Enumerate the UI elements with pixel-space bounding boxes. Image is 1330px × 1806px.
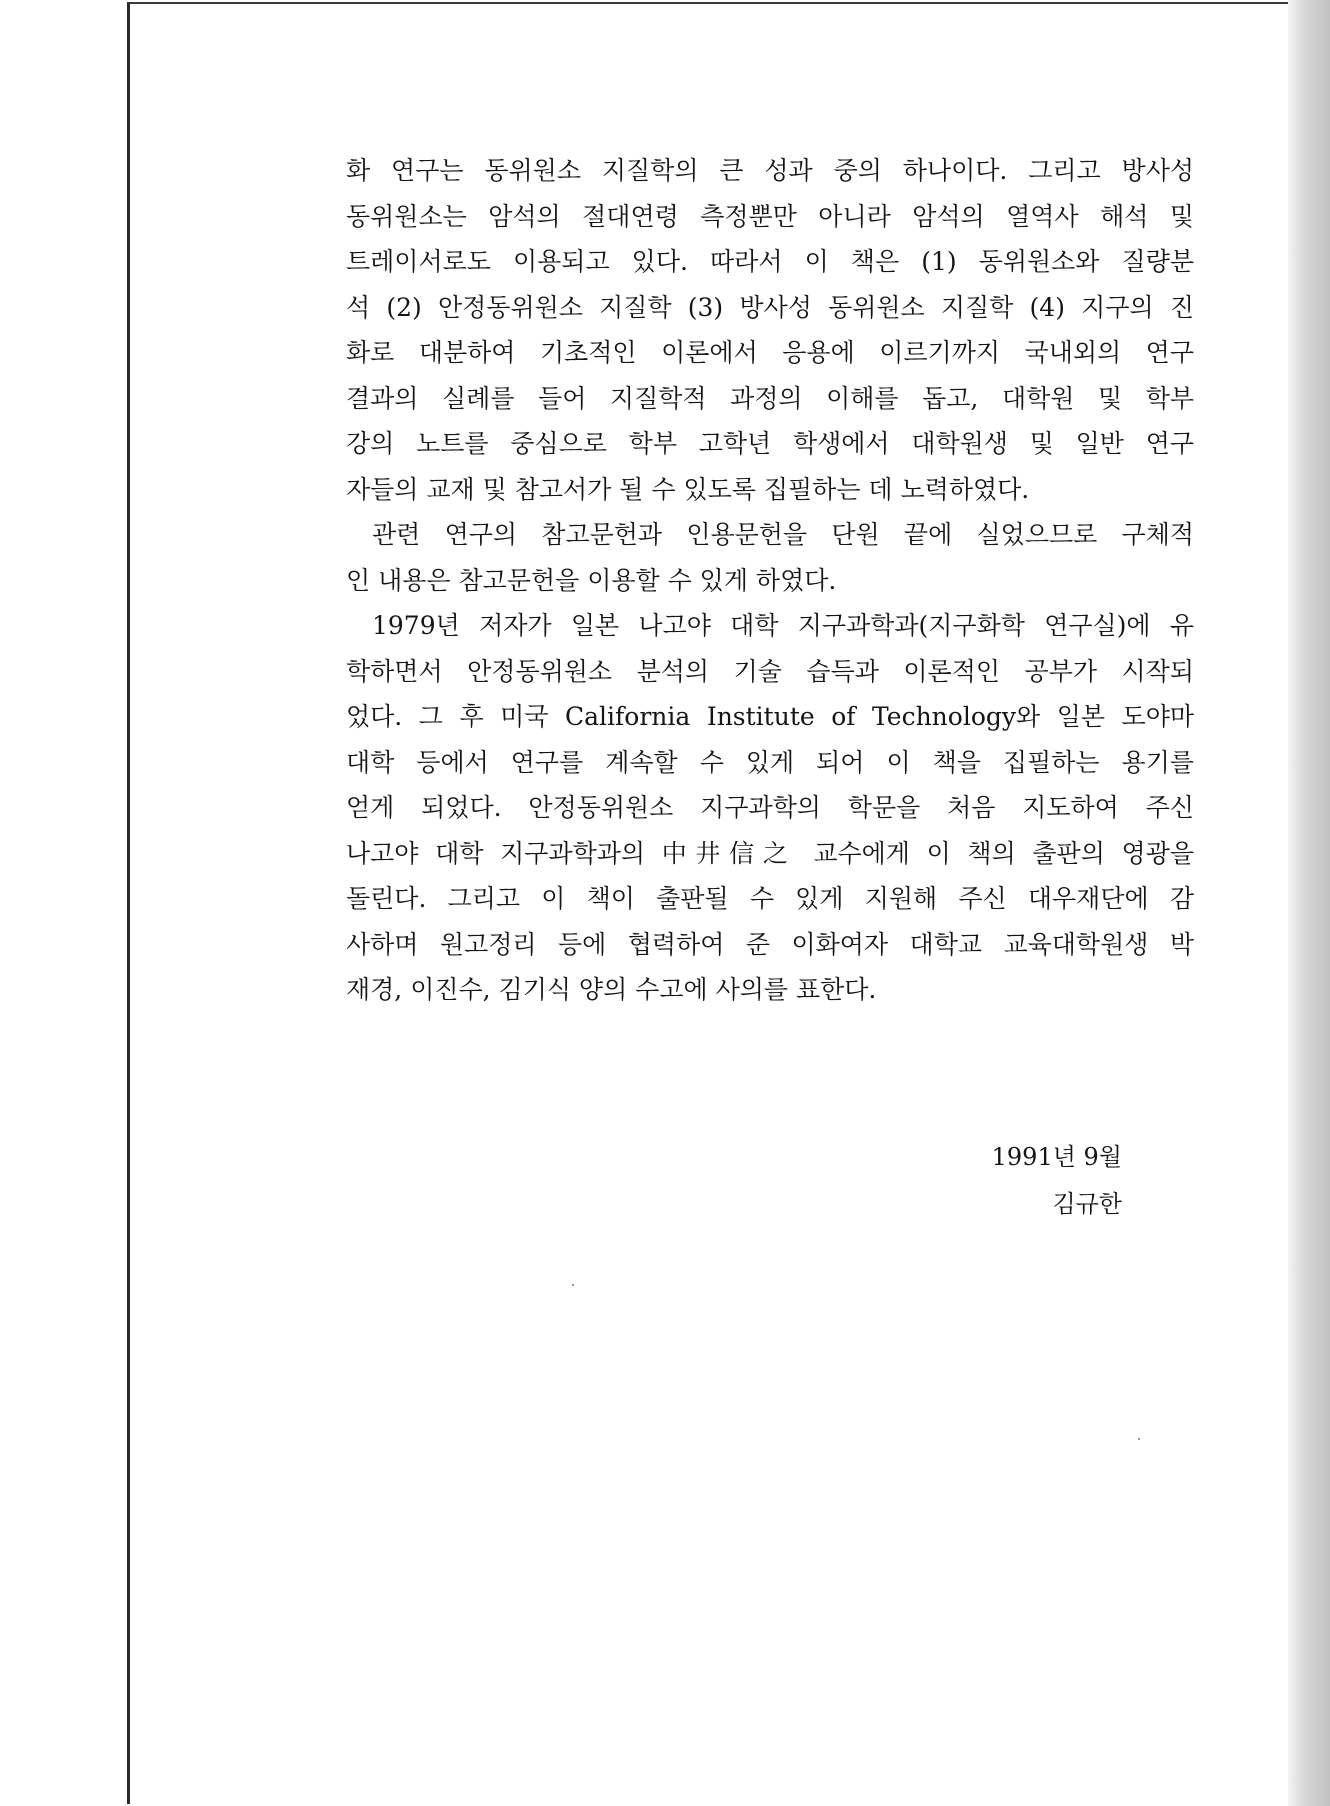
text-line: 자들의 교재 및 참고서가 될 수 있도록 집필하는 데 노력하였다. — [346, 474, 1030, 504]
text-line: 관련 연구의 참고문헌과 인용문헌을 단원 끝에 실었으므로 구체적 — [372, 520, 1194, 549]
scan-speck — [1138, 1438, 1140, 1440]
text-line: 결과의 실례를 들어 지질학적 과정의 이해를 돕고, 대학원 및 학부 — [346, 383, 1194, 413]
text-line: 화로 대분하여 기초적인 이론에서 응용에 이르기까지 국내외의 연구 — [346, 338, 1194, 367]
text-line: 재경, 이진수, 김기식 양의 수고에 사의를 표한다. — [346, 975, 877, 1004]
page-right-shadow — [1288, 0, 1330, 1806]
signature-date: 1991년 9월 — [991, 1143, 1122, 1171]
text-line: 었다. 그 후 미국 California Institute of Technology와 일본 도야마 — [346, 702, 1194, 731]
text-line: 인 내용은 참고문헌을 이용할 수 있게 하였다. — [346, 565, 837, 595]
text-line: 강의 노트를 중심으로 학부 고학년 학생에서 대학원생 및 일반 연구 — [346, 429, 1194, 458]
text-line: 사하며 원고정리 등에 협력하여 준 이화여자 대학교 교육대학원생 박 — [346, 929, 1194, 959]
text-line: 돌린다. 그리고 이 책이 출판될 수 있게 지원해 주신 대우재단에 감 — [346, 884, 1194, 913]
text-line: 나고야 대학 지구과학과의 中井信之 교수에게 이 책의 출판의 영광을 — [346, 838, 1194, 868]
paragraph — [346, 603, 1194, 1013]
text-line: 학하면서 안정동위원소 분석의 기술 습득과 이론적인 공부가 시작되 — [346, 656, 1194, 686]
signature-author: 김규한 — [1052, 1190, 1122, 1218]
text-line: 동위원소는 암석의 절대연령 측정뿐만 아니라 암석의 열역사 해석 및 — [346, 201, 1194, 231]
text-line: 석 (2) 안정동위원소 지질학 (3) 방사성 동위원소 지질학 (4) 지구의 진 — [346, 292, 1194, 322]
scan-speck — [572, 1284, 574, 1286]
paragraph — [346, 148, 1194, 512]
preface-body — [346, 148, 1194, 1013]
paragraph — [346, 512, 1194, 603]
page-left-margin — [0, 0, 127, 1806]
text-line: 트레이서로도 이용되고 있다. 따라서 이 책은 (1) 동위원소와 질량분 — [346, 247, 1194, 276]
text-line: 화 연구는 동위원소 지질학의 큰 성과 중의 하나이다. 그리고 방사성 — [346, 156, 1194, 185]
text-line: 얻게 되었다. 안정동위원소 지구과학의 학문을 처음 지도하여 주신 — [346, 793, 1194, 822]
text-line: 대학 등에서 연구를 계속할 수 있게 되어 이 책을 집필하는 용기를 — [346, 747, 1194, 777]
text-line: 1979년 저자가 일본 나고야 대학 지구과학과(지구화학 연구실)에 유 — [372, 611, 1194, 640]
